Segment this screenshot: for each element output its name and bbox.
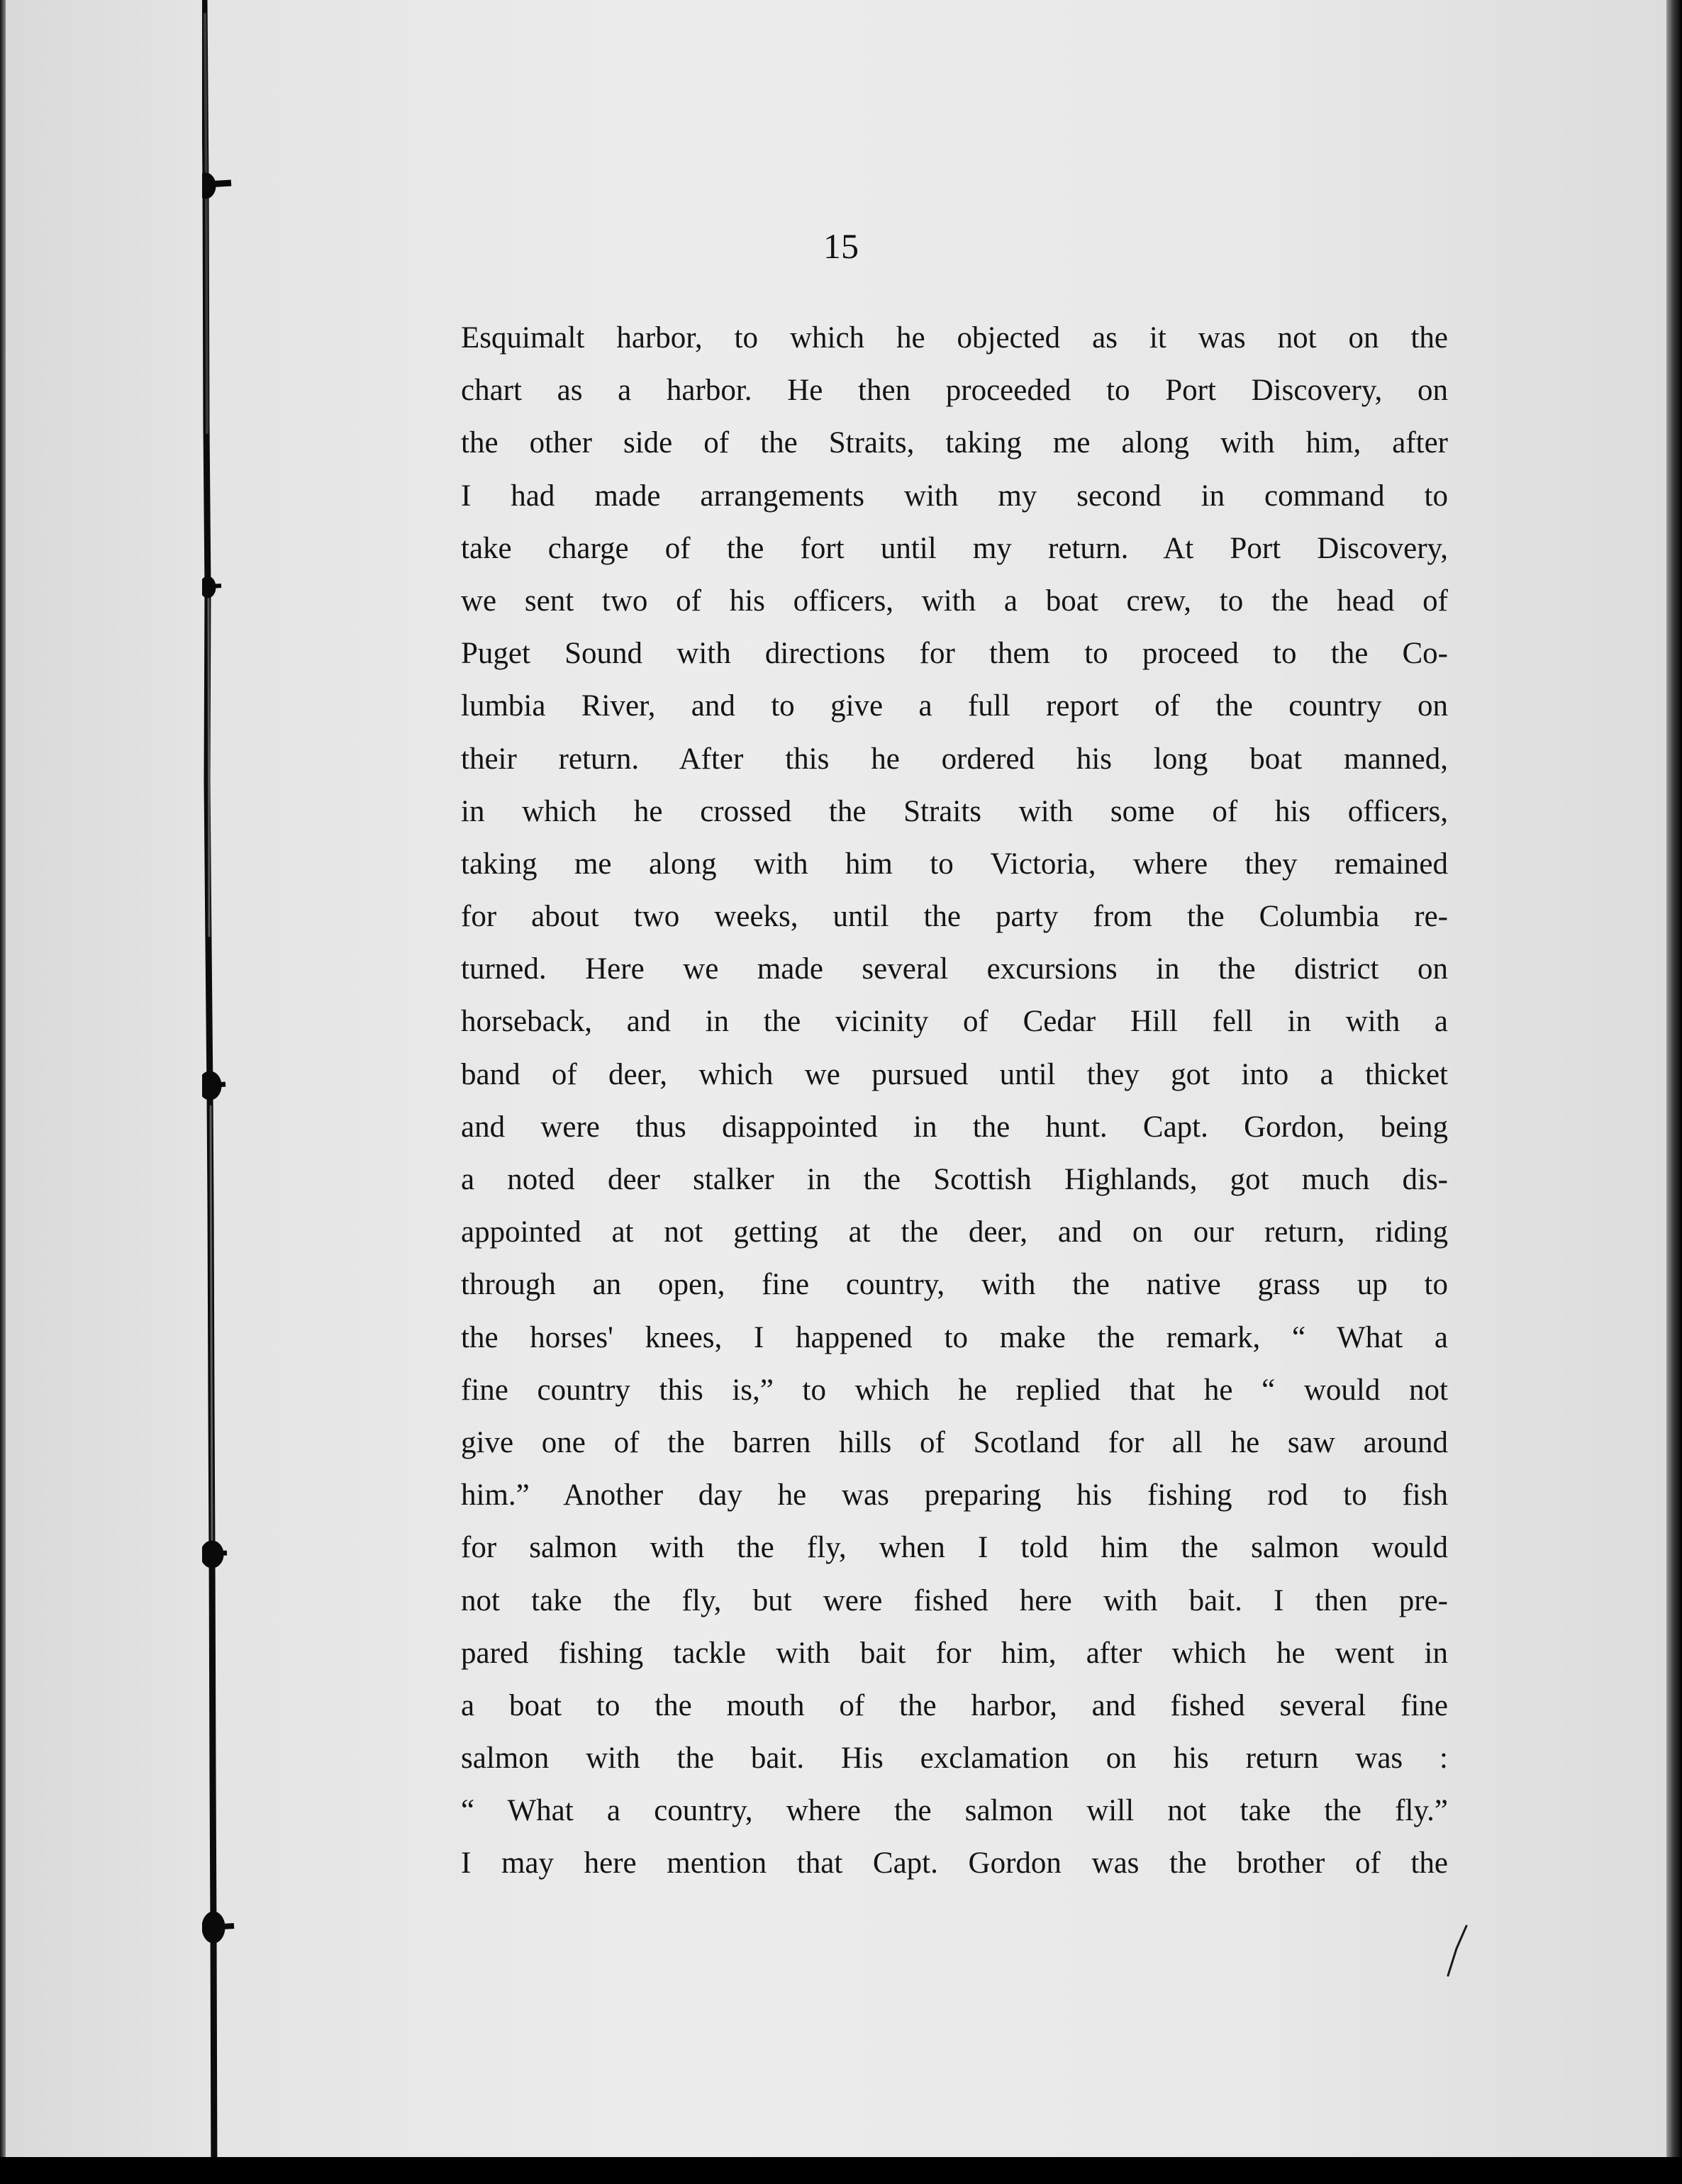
text-line: a boat to the mouth of the harbor, and fished several fine [461, 1688, 1448, 1722]
text-line: for salmon with the fly, when I told him the salmon would [461, 1531, 1448, 1565]
text-line: take charge of the fort until my return. At Port Discovery, [461, 531, 1448, 565]
text-line: the horses' knees, I happened to make the remark, “ What a [461, 1320, 1448, 1354]
text-line: salmon with the bait. His exclamation on his return was : [461, 1742, 1448, 1776]
scan-right-edge [1666, 0, 1682, 2184]
text-line: a noted deer stalker in the Scottish Highlands, got much dis- [461, 1163, 1448, 1196]
text-line: lumbia River, and to give a full report of the country on [461, 689, 1448, 723]
text-line: chart as a harbor. He then proceeded to Port Discovery, on [461, 374, 1448, 408]
text-line: through an open, fine country, with the native grass up to [461, 1268, 1448, 1302]
text-line: their return. After this he ordered his long boat manned, [461, 742, 1448, 776]
text-line: the other side of the Straits, taking me along with him, after [461, 426, 1448, 460]
text-line: I may here mention that Capt. Gordon was the brother of the [461, 1846, 1448, 1881]
scan-left-edge [0, 0, 6, 2184]
text-line: band of deer, which we pursued until they got into a thicket [461, 1057, 1448, 1091]
page-number: 15 [823, 226, 859, 266]
text-line: turned. Here we made several excursions in the district on [461, 952, 1448, 986]
text-line: Puget Sound with directions for them to proceed to the Co- [461, 637, 1448, 671]
text-line: Esquimalt harbor, to which he objected as it was not on the [461, 321, 1448, 355]
text-line: him.” Another day he was preparing his fishing rod to fish [461, 1478, 1448, 1512]
body-text [461, 312, 1448, 1890]
text-line: appointed at not getting at the deer, and on our return, riding [461, 1215, 1448, 1249]
text-line: we sent two of his officers, with a boat crew, to the head of [461, 584, 1448, 618]
text-line: not take the fly, but were fished here with bait. I then pre- [461, 1583, 1448, 1617]
scan-bottom-edge [0, 2157, 1682, 2184]
text-line: “ What a country, where the salmon will not take the fly.” [461, 1794, 1448, 1828]
text-line: taking me along with him to Victoria, where they remained [461, 847, 1448, 881]
text-line: in which he crossed the Straits with some of his officers, [461, 794, 1448, 828]
text-line: fine country this is,” to which he replied that he “ would not [461, 1373, 1448, 1407]
text-line: pared fishing tackle with bait for him, after which he went in [461, 1636, 1448, 1670]
stray-pen-mark [1442, 1923, 1471, 1980]
text-line: I had made arrangements with my second in command to [461, 479, 1448, 513]
text-line: for about two weeks, until the party from the Columbia re- [461, 900, 1448, 934]
text-line: horseback, and in the vicinity of Cedar Hill fell in with a [461, 1005, 1448, 1039]
text-line: and were thus disappointed in the hunt. Capt. Gordon, being [461, 1110, 1448, 1144]
text-line: give one of the barren hills of Scotland for all he saw around [461, 1425, 1448, 1459]
